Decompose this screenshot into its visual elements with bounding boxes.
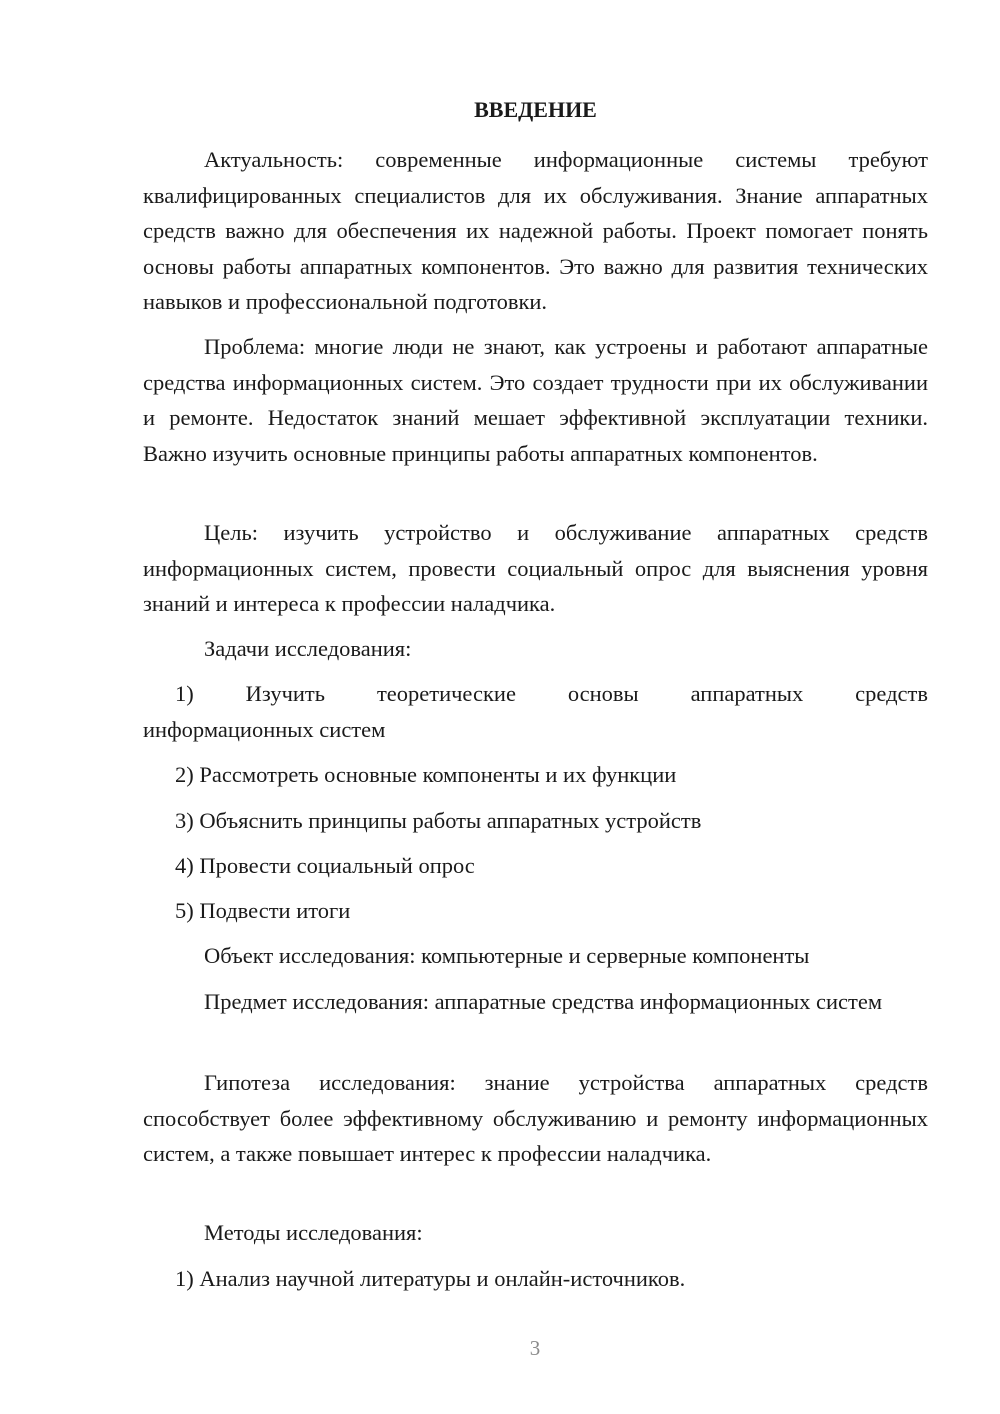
task-1-word: основы <box>567 681 639 706</box>
method-item-1: 1) Анализ научной литературы и онлайн-источников. <box>175 1266 686 1291</box>
tasks-heading: Задачи исследования: <box>204 636 412 661</box>
page-number: 3 <box>529 1336 541 1360</box>
task-1-word: теоретические <box>376 681 516 706</box>
relevance-paragraph: Актуальность: современные информационные системы требуют квалифицированных специалистов для их обслуживания. Знание аппаратных средств важно для обеспечения их надежной работы. Проект помогает понять основы работы аппаратных компонентов. Это важно для развития технических навыков и профессиональной подготовки. <box>143 147 928 314</box>
task-1-word: 1) <box>175 681 194 706</box>
task-item-1-first-line <box>143 676 928 712</box>
task-item-2: 2) Рассмотреть основные компоненты и их функции <box>175 762 677 787</box>
task-item-1-continuation: информационных систем <box>143 716 386 742</box>
task-1-word: средств <box>855 681 928 706</box>
task-item-3: 3) Объяснить принципы работы аппаратных устройств <box>175 808 702 833</box>
task-1-word: аппаратных <box>690 681 804 706</box>
subject-paragraph: Предмет исследования: аппаратные средства информационных систем <box>204 989 883 1014</box>
task-item-1 <box>143 676 928 747</box>
object-line: Объект исследования: компьютерные и серверные компоненты <box>204 943 810 968</box>
problem-paragraph: Проблема: многие люди не знают, как устроены и работают аппаратные средства информационных систем. Это создает трудности при их обслуживании и ремонте. Недостаток знаний мешает эффективной эксплуатации техники. Важно изучить основные принципы работы аппаратных компонентов. <box>143 334 928 466</box>
task-item-5: 5) Подвести итоги <box>175 898 351 923</box>
goal-paragraph: Цель: изучить устройство и обслуживание аппаратных средств информационных систем, провести социальный опрос для выяснения уровня знаний и интереса к профессии наладчика. <box>143 520 928 616</box>
task-item-4: 4) Провести социальный опрос <box>175 853 475 878</box>
task-1-word: Изучить <box>245 681 326 706</box>
hypothesis-paragraph: Гипотеза исследования: знание устройства аппаратных средств способствует более эффективному обслуживанию и ремонту информационных систем, а также повышает интерес к профессии наладчика. <box>143 1070 928 1166</box>
section-heading: ВВЕДЕНИЕ <box>474 97 597 122</box>
methods-heading: Методы исследования: <box>204 1220 423 1245</box>
